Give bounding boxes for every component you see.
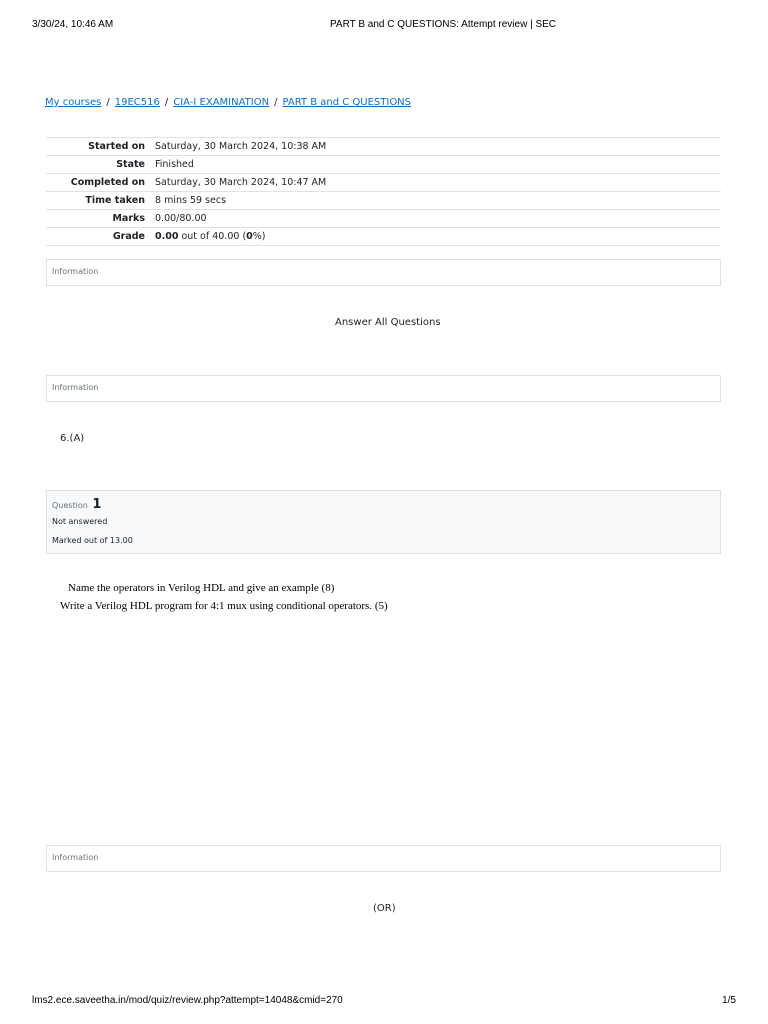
information-label: Information (52, 267, 99, 276)
print-footer (32, 995, 736, 1007)
breadcrumb-separator: / (274, 97, 278, 108)
summary-value: Finished (155, 159, 194, 170)
question-prefix: Question (52, 501, 88, 510)
information-text: 6.(A) (60, 433, 85, 444)
information-box (46, 375, 721, 402)
summary-row-started (46, 138, 721, 156)
summary-row-marks (46, 210, 721, 228)
summary-value: 0.00/80.00 (155, 213, 207, 224)
breadcrumb-separator: / (164, 97, 169, 108)
summary-row-completed (46, 174, 721, 192)
information-text: Answer All Questions (335, 317, 441, 328)
summary-value: 8 mins 59 secs (155, 195, 227, 206)
breadcrumb-my-courses[interactable]: My courses (45, 97, 102, 108)
print-page-number: 1/5 (722, 995, 736, 1006)
grade-percent: 0 (246, 231, 253, 242)
summary-row-grade (46, 228, 721, 246)
summary-label: Time taken (85, 195, 145, 206)
question-state: Not answered (52, 517, 108, 526)
print-page-title: PART B and C QUESTIONS: Attempt review | SEC (330, 19, 557, 30)
attempt-summary-table (46, 137, 721, 246)
question-grade: Marked out of 13.00 (52, 536, 133, 545)
breadcrumb-quiz[interactable]: PART B and C QUESTIONS (282, 97, 412, 108)
breadcrumb (45, 97, 411, 108)
grade-out-of: out of 40.00 ( (178, 231, 247, 242)
print-datetime: 3/30/24, 10:46 AM (32, 19, 114, 30)
summary-value: Saturday, 30 March 2024, 10:47 AM (155, 177, 327, 188)
question-info-box (46, 490, 721, 554)
grade-score: 0.00 (155, 231, 179, 242)
question-text-line: Name the operators in Verilog HDL and give an example (8) (68, 582, 335, 594)
print-header (32, 19, 736, 31)
information-box (46, 259, 721, 286)
summary-row-state (46, 156, 721, 174)
summary-label: Started on (88, 141, 145, 152)
information-label: Information (52, 853, 99, 862)
grade-end: %) (252, 231, 266, 242)
print-url: lms2.ece.saveetha.in/mod/quiz/review.php?attempt=14048&cmid=270 (32, 995, 343, 1006)
summary-value: Saturday, 30 March 2024, 10:38 AM (155, 141, 327, 152)
summary-label: Marks (112, 213, 145, 224)
summary-value (150, 228, 721, 246)
question-number (52, 497, 101, 512)
breadcrumb-separator: / (106, 97, 110, 108)
summary-label: Completed on (70, 177, 145, 188)
breadcrumb-course[interactable]: 19EC516 (114, 97, 160, 108)
summary-label: State (116, 159, 145, 170)
information-box (46, 845, 721, 872)
information-text: (OR) (373, 903, 396, 914)
question-text-line: Write a Verilog HDL program for 4:1 mux using conditional operators. (5) (60, 600, 388, 612)
question-number-value: 1 (92, 497, 102, 512)
information-label: Information (52, 383, 99, 392)
summary-row-time-taken (46, 192, 721, 210)
summary-label: Grade (112, 231, 145, 242)
breadcrumb-section[interactable]: CIA-I EXAMINATION (173, 97, 270, 108)
